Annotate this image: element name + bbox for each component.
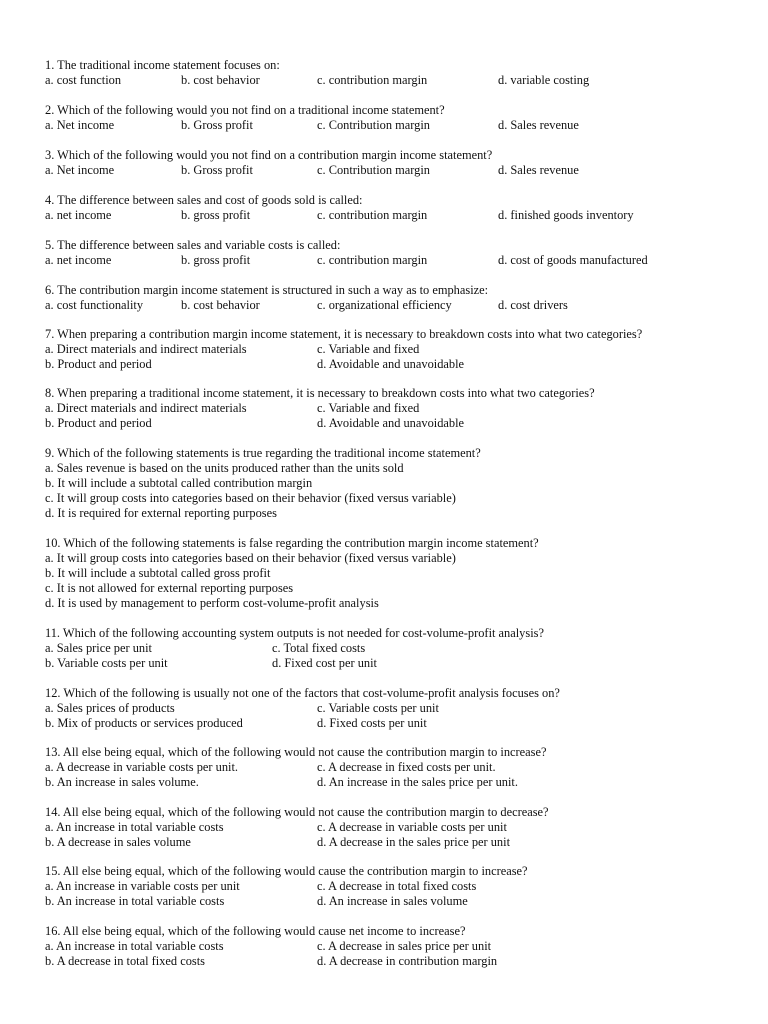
question-text: 12. Which of the following is usually not one of the factors that cost-volume-profit analysis focuses on?: [45, 686, 560, 700]
question-text: 16. All else being equal, which of the following would cause net income to increase?: [45, 924, 466, 938]
answer-option: a. An increase in variable costs per unit: [45, 879, 240, 893]
answer-option: d. Avoidable and unavoidable: [317, 357, 465, 371]
answer-option: d. Sales revenue: [498, 163, 579, 177]
answer-option: d. It is required for external reporting purposes: [45, 506, 277, 520]
answer-option: a. Sales revenue is based on the units produced rather than the units sold: [45, 461, 404, 475]
answer-option: a. cost functionality: [45, 298, 144, 312]
answer-option: d. cost drivers: [498, 298, 568, 312]
answer-option: b. A decrease in sales volume: [45, 835, 191, 849]
answer-option: a. Sales prices of products: [45, 701, 175, 715]
answer-option: a. Net income: [45, 163, 115, 177]
answer-option: c. Variable and fixed: [317, 342, 420, 356]
question-text: 11. Which of the following accounting system outputs is not needed for cost-volume-profit analysis?: [45, 626, 544, 640]
answer-option: d. finished goods inventory: [498, 208, 634, 222]
answer-option: a. An increase in total variable costs: [45, 820, 224, 834]
question-text: 3. Which of the following would you not find on a contribution margin income statement?: [45, 148, 493, 162]
question-text: 14. All else being equal, which of the following would not cause the contribution margin to decrease?: [45, 805, 549, 819]
answer-option: b. An increase in total variable costs: [45, 894, 225, 908]
question-text: 4. The difference between sales and cost of goods sold is called:: [45, 193, 363, 207]
answer-option: c. Variable and fixed: [317, 401, 420, 415]
answer-option: b. cost behavior: [181, 73, 260, 87]
answer-option: c. A decrease in variable costs per unit: [317, 820, 507, 834]
answer-option: a. An increase in total variable costs: [45, 939, 224, 953]
answer-option: c. It is not allowed for external reporting purposes: [45, 581, 294, 595]
answer-option: b. A decrease in total fixed costs: [45, 954, 206, 968]
answer-option: c. Variable costs per unit: [317, 701, 439, 715]
answer-option: d. An increase in sales volume: [317, 894, 468, 908]
answer-option: a. A decrease in variable costs per unit.: [45, 760, 239, 774]
question-text: 1. The traditional income statement focuses on:: [45, 58, 280, 72]
answer-option: d. Sales revenue: [498, 118, 579, 132]
answer-option: a. Direct materials and indirect materials: [45, 342, 247, 356]
question-text: 8. When preparing a traditional income statement, it is necessary to breakdown costs into what two categories?: [45, 386, 595, 400]
answer-option: b. Product and period: [45, 357, 152, 371]
answer-option: d. cost of goods manufactured: [498, 253, 648, 267]
answer-option: a. Sales price per unit: [45, 641, 153, 655]
answer-option: a. cost function: [45, 73, 122, 87]
answer-option: d. It is used by management to perform cost-volume-profit analysis: [45, 596, 379, 610]
answer-option: b. Product and period: [45, 416, 152, 430]
answer-option: b. It will include a subtotal called contribution margin: [45, 476, 313, 490]
answer-option: c. Contribution margin: [317, 118, 430, 132]
answer-option: b. An increase in sales volume.: [45, 775, 199, 789]
answer-option: c. organizational efficiency: [317, 298, 452, 312]
answer-option: b. It will include a subtotal called gross profit: [45, 566, 271, 580]
answer-option: d. variable costing: [498, 73, 590, 87]
answer-option: a. It will group costs into categories based on their behavior (fixed versus variable): [45, 551, 456, 565]
answer-option: d. Avoidable and unavoidable: [317, 416, 465, 430]
question-text: 2. Which of the following would you not find on a traditional income statement?: [45, 103, 445, 117]
answer-option: b. Gross profit: [181, 163, 253, 177]
answer-option: b. gross profit: [181, 208, 251, 222]
question-text: 5. The difference between sales and variable costs is called:: [45, 238, 341, 252]
question-text: 13. All else being equal, which of the following would not cause the contribution margin to increase?: [45, 745, 547, 759]
answer-option: a. Direct materials and indirect materials: [45, 401, 247, 415]
answer-option: d. A decrease in contribution margin: [317, 954, 498, 968]
answer-option: d. A decrease in the sales price per unit: [317, 835, 511, 849]
answer-option: b. Variable costs per unit: [45, 656, 168, 670]
answer-option: d. Fixed cost per unit: [272, 656, 377, 670]
answer-option: c. A decrease in fixed costs per unit.: [317, 760, 496, 774]
question-text: 10. Which of the following statements is false regarding the contribution margin income statement?: [45, 536, 539, 550]
answer-option: b. gross profit: [181, 253, 251, 267]
answer-option: b. Gross profit: [181, 118, 253, 132]
question-text: 6. The contribution margin income statement is structured in such a way as to emphasize:: [45, 283, 489, 297]
answer-option: d. Fixed costs per unit: [317, 716, 427, 730]
answer-option: c. contribution margin: [317, 73, 428, 87]
answer-option: a. Net income: [45, 118, 115, 132]
question-text: 9. Which of the following statements is true regarding the traditional income statement?: [45, 446, 481, 460]
answer-option: c. Total fixed costs: [272, 641, 366, 655]
answer-option: b. Mix of products or services produced: [45, 716, 243, 730]
question-text: 7. When preparing a contribution margin income statement, it is necessary to breakdown costs into what two categories?: [45, 327, 643, 341]
answer-option: b. cost behavior: [181, 298, 260, 312]
answer-option: a. net income: [45, 208, 112, 222]
answer-option: c. A decrease in total fixed costs: [317, 879, 477, 893]
question-text: 15. All else being equal, which of the following would cause the contribution margin to increase?: [45, 864, 528, 878]
answer-option: c. A decrease in sales price per unit: [317, 939, 492, 953]
answer-option: a. net income: [45, 253, 112, 267]
answer-option: c. contribution margin: [317, 253, 428, 267]
answer-option: c. It will group costs into categories based on their behavior (fixed versus variable): [45, 491, 456, 505]
answer-option: c. contribution margin: [317, 208, 428, 222]
answer-option: d. An increase in the sales price per unit.: [317, 775, 518, 789]
answer-option: c. Contribution margin: [317, 163, 430, 177]
